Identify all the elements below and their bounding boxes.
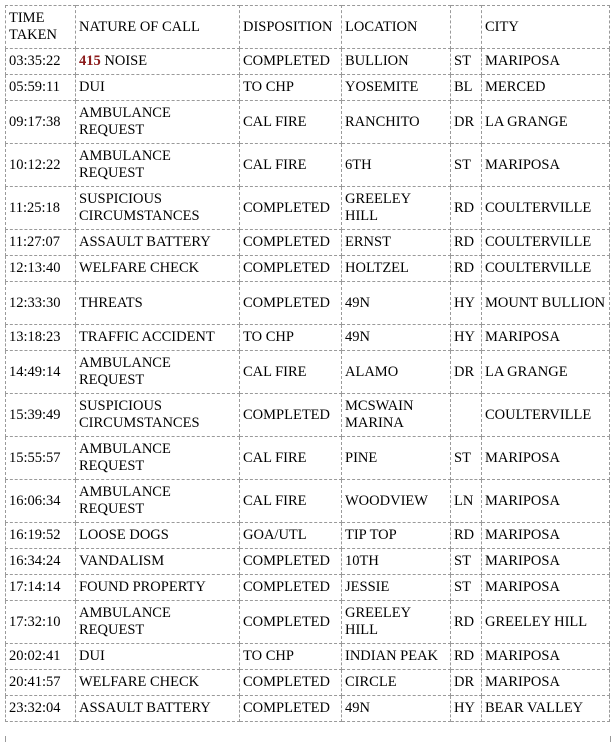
cell-street-suffix (451, 394, 482, 437)
cell-time-taken: 12:13:40 (6, 256, 76, 282)
nature-text: AMBULANCE REQUEST (79, 484, 175, 517)
cell-disposition: COMPLETED (240, 670, 342, 696)
cell-disposition: COMPLETED (240, 230, 342, 256)
cell-disposition: COMPLETED (240, 49, 342, 75)
cell-street-suffix: RD (451, 187, 482, 230)
header-street-suffix (451, 6, 482, 49)
cell-nature-of-call (76, 696, 240, 722)
cell-time-taken: 11:25:18 (6, 187, 76, 230)
cell-nature-of-call (76, 256, 240, 282)
cell-city: MOUNT BULLION (482, 282, 610, 325)
table-row (6, 351, 610, 394)
cell-location: INDIAN PEAK (342, 644, 451, 670)
nature-text: SUSPICIOUS CIRCUMSTANCES (79, 398, 200, 431)
cell-nature-of-call (76, 230, 240, 256)
cell-location: 49N (342, 282, 451, 325)
cell-street-suffix: ST (451, 575, 482, 601)
cell-time-taken: 15:39:49 (6, 394, 76, 437)
header-row (6, 6, 610, 49)
cell-city: MARIPOSA (482, 670, 610, 696)
cell-location: ALAMO (342, 351, 451, 394)
cell-nature-of-call (76, 75, 240, 101)
cell-nature-of-call (76, 394, 240, 437)
nature-text: AMBULANCE REQUEST (79, 355, 175, 388)
cell-street-suffix: RD (451, 523, 482, 549)
table-row (6, 325, 610, 351)
nature-text: AMBULANCE REQUEST (79, 105, 175, 138)
nature-text: VANDALISM (79, 553, 165, 569)
cell-time-taken: 13:18:23 (6, 325, 76, 351)
cell-time-taken: 16:06:34 (6, 480, 76, 523)
cell-location: 6TH (342, 144, 451, 187)
cell-city: MARIPOSA (482, 644, 610, 670)
cell-location: GREELEY HILL (342, 601, 451, 644)
cell-location: GREELEY HILL (342, 187, 451, 230)
cell-street-suffix: DR (451, 101, 482, 144)
cell-disposition: TO CHP (240, 325, 342, 351)
table-row (6, 549, 610, 575)
cell-disposition: CAL FIRE (240, 101, 342, 144)
cell-disposition: COMPLETED (240, 282, 342, 325)
cell-location: JESSIE (342, 575, 451, 601)
table-row (6, 696, 610, 722)
cell-nature-of-call (76, 282, 240, 325)
cell-nature-of-call (76, 187, 240, 230)
cell-city: COULTERVILLE (482, 394, 610, 437)
cell-street-suffix: DR (451, 670, 482, 696)
cell-time-taken: 16:19:52 (6, 523, 76, 549)
nature-text: FOUND PROPERTY (79, 579, 206, 595)
cell-city: MARIPOSA (482, 575, 610, 601)
cell-nature-of-call (76, 101, 240, 144)
table-row (6, 394, 610, 437)
cell-nature-of-call (76, 549, 240, 575)
nature-text: AMBULANCE REQUEST (79, 148, 175, 181)
nature-text: NOISE (100, 53, 148, 69)
cell-street-suffix: ST (451, 437, 482, 480)
cell-time-taken: 10:12:22 (6, 144, 76, 187)
nature-text: AMBULANCE REQUEST (79, 605, 175, 638)
table-row (6, 49, 610, 75)
cell-city: MARIPOSA (482, 549, 610, 575)
cell-city: MARIPOSA (482, 325, 610, 351)
cell-time-taken: 05:59:11 (6, 75, 76, 101)
cell-street-suffix: BL (451, 75, 482, 101)
cell-time-taken: 17:32:10 (6, 601, 76, 644)
cell-time-taken: 15:55:57 (6, 437, 76, 480)
cell-disposition: COMPLETED (240, 187, 342, 230)
header-location: LOCATION (342, 6, 451, 49)
header-nature-of-call: NATURE OF CALL (76, 6, 240, 49)
cell-nature-of-call (76, 601, 240, 644)
cell-street-suffix: ST (451, 144, 482, 187)
cell-nature-of-call (76, 523, 240, 549)
cell-street-suffix: ST (451, 49, 482, 75)
cell-disposition: CAL FIRE (240, 351, 342, 394)
cell-location: CIRCLE (342, 670, 451, 696)
cell-location: TIP TOP (342, 523, 451, 549)
cell-street-suffix: RD (451, 256, 482, 282)
table-row (6, 575, 610, 601)
cell-disposition: COMPLETED (240, 696, 342, 722)
cell-city: MARIPOSA (482, 144, 610, 187)
cell-disposition: COMPLETED (240, 601, 342, 644)
table-row (6, 75, 610, 101)
cell-city: LA GRANGE (482, 101, 610, 144)
cell-street-suffix: HY (451, 325, 482, 351)
cell-time-taken: 20:02:41 (6, 644, 76, 670)
cell-street-suffix: ST (451, 549, 482, 575)
cell-city: GREELEY HILL (482, 601, 610, 644)
table-row (6, 670, 610, 696)
cell-nature-of-call (76, 325, 240, 351)
cell-location: ERNST (342, 230, 451, 256)
cell-time-taken: 09:17:38 (6, 101, 76, 144)
table-row (6, 187, 610, 230)
cell-city: BEAR VALLEY (482, 696, 610, 722)
cell-time-taken: 12:33:30 (6, 282, 76, 325)
cell-time-taken: 03:35:22 (6, 49, 76, 75)
nature-text: ASSAULT BATTERY (79, 234, 211, 250)
cell-street-suffix: HY (451, 696, 482, 722)
table-row (6, 523, 610, 549)
nature-text: TRAFFIC ACCIDENT (79, 329, 215, 345)
cell-city: MARIPOSA (482, 49, 610, 75)
nature-text: DUI (79, 648, 105, 664)
cell-nature-of-call (76, 575, 240, 601)
cell-time-taken: 16:34:24 (6, 549, 76, 575)
cell-location: BULLION (342, 49, 451, 75)
call-log-body (6, 49, 610, 722)
cell-location: MCSWAIN MARINA (342, 394, 451, 437)
cell-nature-of-call (76, 49, 240, 75)
cell-street-suffix: RD (451, 644, 482, 670)
cell-disposition: COMPLETED (240, 394, 342, 437)
nature-text: DUI (79, 79, 105, 95)
cell-city: MERCED (482, 75, 610, 101)
cell-nature-of-call (76, 351, 240, 394)
cell-nature-of-call (76, 644, 240, 670)
cell-street-suffix: RD (451, 601, 482, 644)
cell-disposition: CAL FIRE (240, 480, 342, 523)
cell-time-taken: 11:27:07 (6, 230, 76, 256)
nature-text: WELFARE CHECK (79, 674, 200, 690)
table-row (6, 480, 610, 523)
cell-location: RANCHITO (342, 101, 451, 144)
header-city: CITY (482, 6, 610, 49)
header-time-taken: TIME TAKEN (6, 6, 76, 49)
nature-text: THREATS (79, 294, 143, 311)
cell-city: MARIPOSA (482, 480, 610, 523)
nature-text: AMBULANCE REQUEST (79, 441, 175, 474)
cell-nature-of-call (76, 144, 240, 187)
nature-text: ASSAULT BATTERY (79, 700, 211, 716)
cell-disposition: CAL FIRE (240, 144, 342, 187)
cell-location: 49N (342, 325, 451, 351)
cell-disposition: COMPLETED (240, 256, 342, 282)
table-row (6, 437, 610, 480)
cell-disposition: COMPLETED (240, 549, 342, 575)
cell-city: MARIPOSA (482, 523, 610, 549)
table-row (6, 230, 610, 256)
cell-location: 49N (342, 696, 451, 722)
cell-street-suffix: LN (451, 480, 482, 523)
cell-city: COULTERVILLE (482, 230, 610, 256)
table-row (6, 644, 610, 670)
table-row (6, 601, 610, 644)
nature-text: LOOSE DOGS (79, 527, 169, 543)
cell-time-taken: 17:14:14 (6, 575, 76, 601)
cell-location: HOLTZEL (342, 256, 451, 282)
cell-time-taken: 14:49:14 (6, 351, 76, 394)
cell-disposition: TO CHP (240, 644, 342, 670)
cell-city: MARIPOSA (482, 437, 610, 480)
cell-disposition: COMPLETED (240, 575, 342, 601)
cell-city: COULTERVILLE (482, 256, 610, 282)
cell-disposition: TO CHP (240, 75, 342, 101)
cell-street-suffix: HY (451, 282, 482, 325)
call-log-table (5, 5, 610, 722)
table-continuation-edge (5, 736, 611, 742)
cell-location: WOODVIEW (342, 480, 451, 523)
cell-nature-of-call (76, 480, 240, 523)
cell-time-taken: 23:32:04 (6, 696, 76, 722)
cell-location: PINE (342, 437, 451, 480)
cell-time-taken: 20:41:57 (6, 670, 76, 696)
table-row (6, 101, 610, 144)
cell-location: YOSEMITE (342, 75, 451, 101)
cell-nature-of-call (76, 670, 240, 696)
cell-disposition: GOA/UTL (240, 523, 342, 549)
nature-text: SUSPICIOUS CIRCUMSTANCES (79, 191, 200, 224)
table-row (6, 256, 610, 282)
cell-street-suffix: DR (451, 351, 482, 394)
header-disposition: DISPOSITION (240, 6, 342, 49)
cell-city: LA GRANGE (482, 351, 610, 394)
cell-street-suffix: RD (451, 230, 482, 256)
cell-nature-of-call (76, 437, 240, 480)
cell-disposition: CAL FIRE (240, 437, 342, 480)
cell-location: 10TH (342, 549, 451, 575)
table-row (6, 144, 610, 187)
nature-text: WELFARE CHECK (79, 260, 200, 276)
cell-city: COULTERVILLE (482, 187, 610, 230)
call-code: 415 (79, 53, 101, 69)
table-row (6, 282, 610, 325)
